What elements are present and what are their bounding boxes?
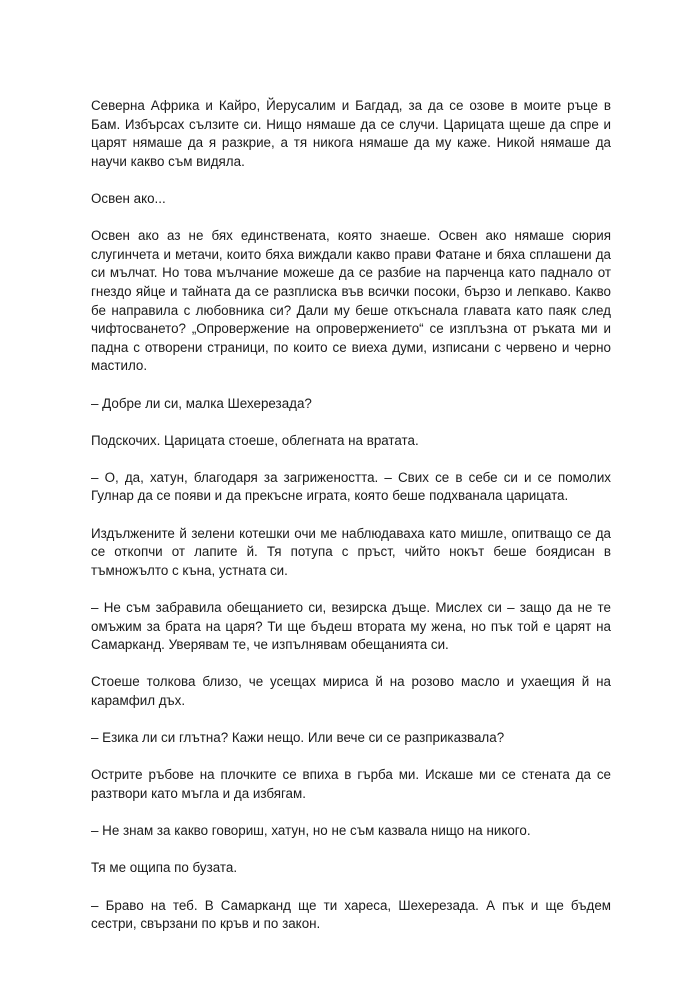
body-text	[91, 97, 611, 952]
paragraph: Освен ако аз не бях единствената, която знаеше. Освен ако нямаше сюрия слугинчета и метачи, които бяха виждали какво прави Фатане и бяха сплашени да си мълчат. Но това мълчание можеше да се разбие на парченца като паднало от гнездо яйце и тайната да се разплиска във всички посоки, бързо и лепкаво. Какво бе направила с любовника си? Дали му беше откъснала главата като паяк след чифтосването? „Опровержение на опровержението“ се изплъзна от ръката ми и падна с отворени страници, по които се виеха думи, изписани с червено и черно мастило.	[91, 228, 611, 374]
paragraph: Острите ръбове на плочките се впиха в гърба ми. Искаше ми се стената да се разтвори като мъгла и да избягам.	[91, 767, 611, 801]
paragraph: Подскочих. Царицата стоеше, облегната на вратата.	[91, 432, 419, 448]
dialogue-line: – О, да, хатун, благодаря за загрижеността. – Свих се в себе си и се помолих Гулнар да се появи и да прекъсне играта, която беше подхванала царицата.	[91, 469, 611, 504]
dialogue-line: – Браво на теб. В Самарканд ще ти хареса, Шехерезада. А пък и ще бъдем сестри, свързани по кръв и по закон.	[91, 897, 611, 932]
paragraph: Тя ме ощипа по бузата.	[91, 860, 238, 876]
paragraph: Освен ако...	[91, 190, 166, 206]
paragraph: Издължените й зелени котешки очи ме наблюдаваха като мишле, опитващо се да се откопчи от лапите й. Тя потупа с пръст, чийто нокът беше боядисан в тъмножълто с къна, устната си.	[91, 525, 611, 578]
paragraph: Северна Африка и Кайро, Йерусалим и Багдад, за да се озове в моите ръце в Бам. Избърсах сълзите си. Нищо нямаше да се случи. Царицата щеше да спре и царят нямаше да я разкрие, а тя никога нямаше да му каже. Никой нямаше да научи какво съм видяла.	[91, 98, 611, 169]
dialogue-line: – Не съм забравила обещанието си, везирска дъще. Мислех си – защо да не те омъжим за брата на царя? Ти ще бъдеш втората му жена, но пък той е царят на Самарканд. Уверявам те, че изпълнявам обещанията си.	[91, 600, 611, 653]
dialogue-line: – Не знам за какво говориш, хатун, но не съм казвала нищо на никого.	[91, 823, 531, 839]
dialogue-line: – Езика ли си глътна? Кажи нещо. Или вече си се разприказвала?	[91, 730, 505, 746]
dialogue-line: – Добре ли си, малка Шехерезада?	[91, 395, 312, 411]
paragraph: Стоеше толкова близо, че усещах мириса й на розово масло и ухаещия й на карамфил дъх.	[91, 674, 611, 708]
